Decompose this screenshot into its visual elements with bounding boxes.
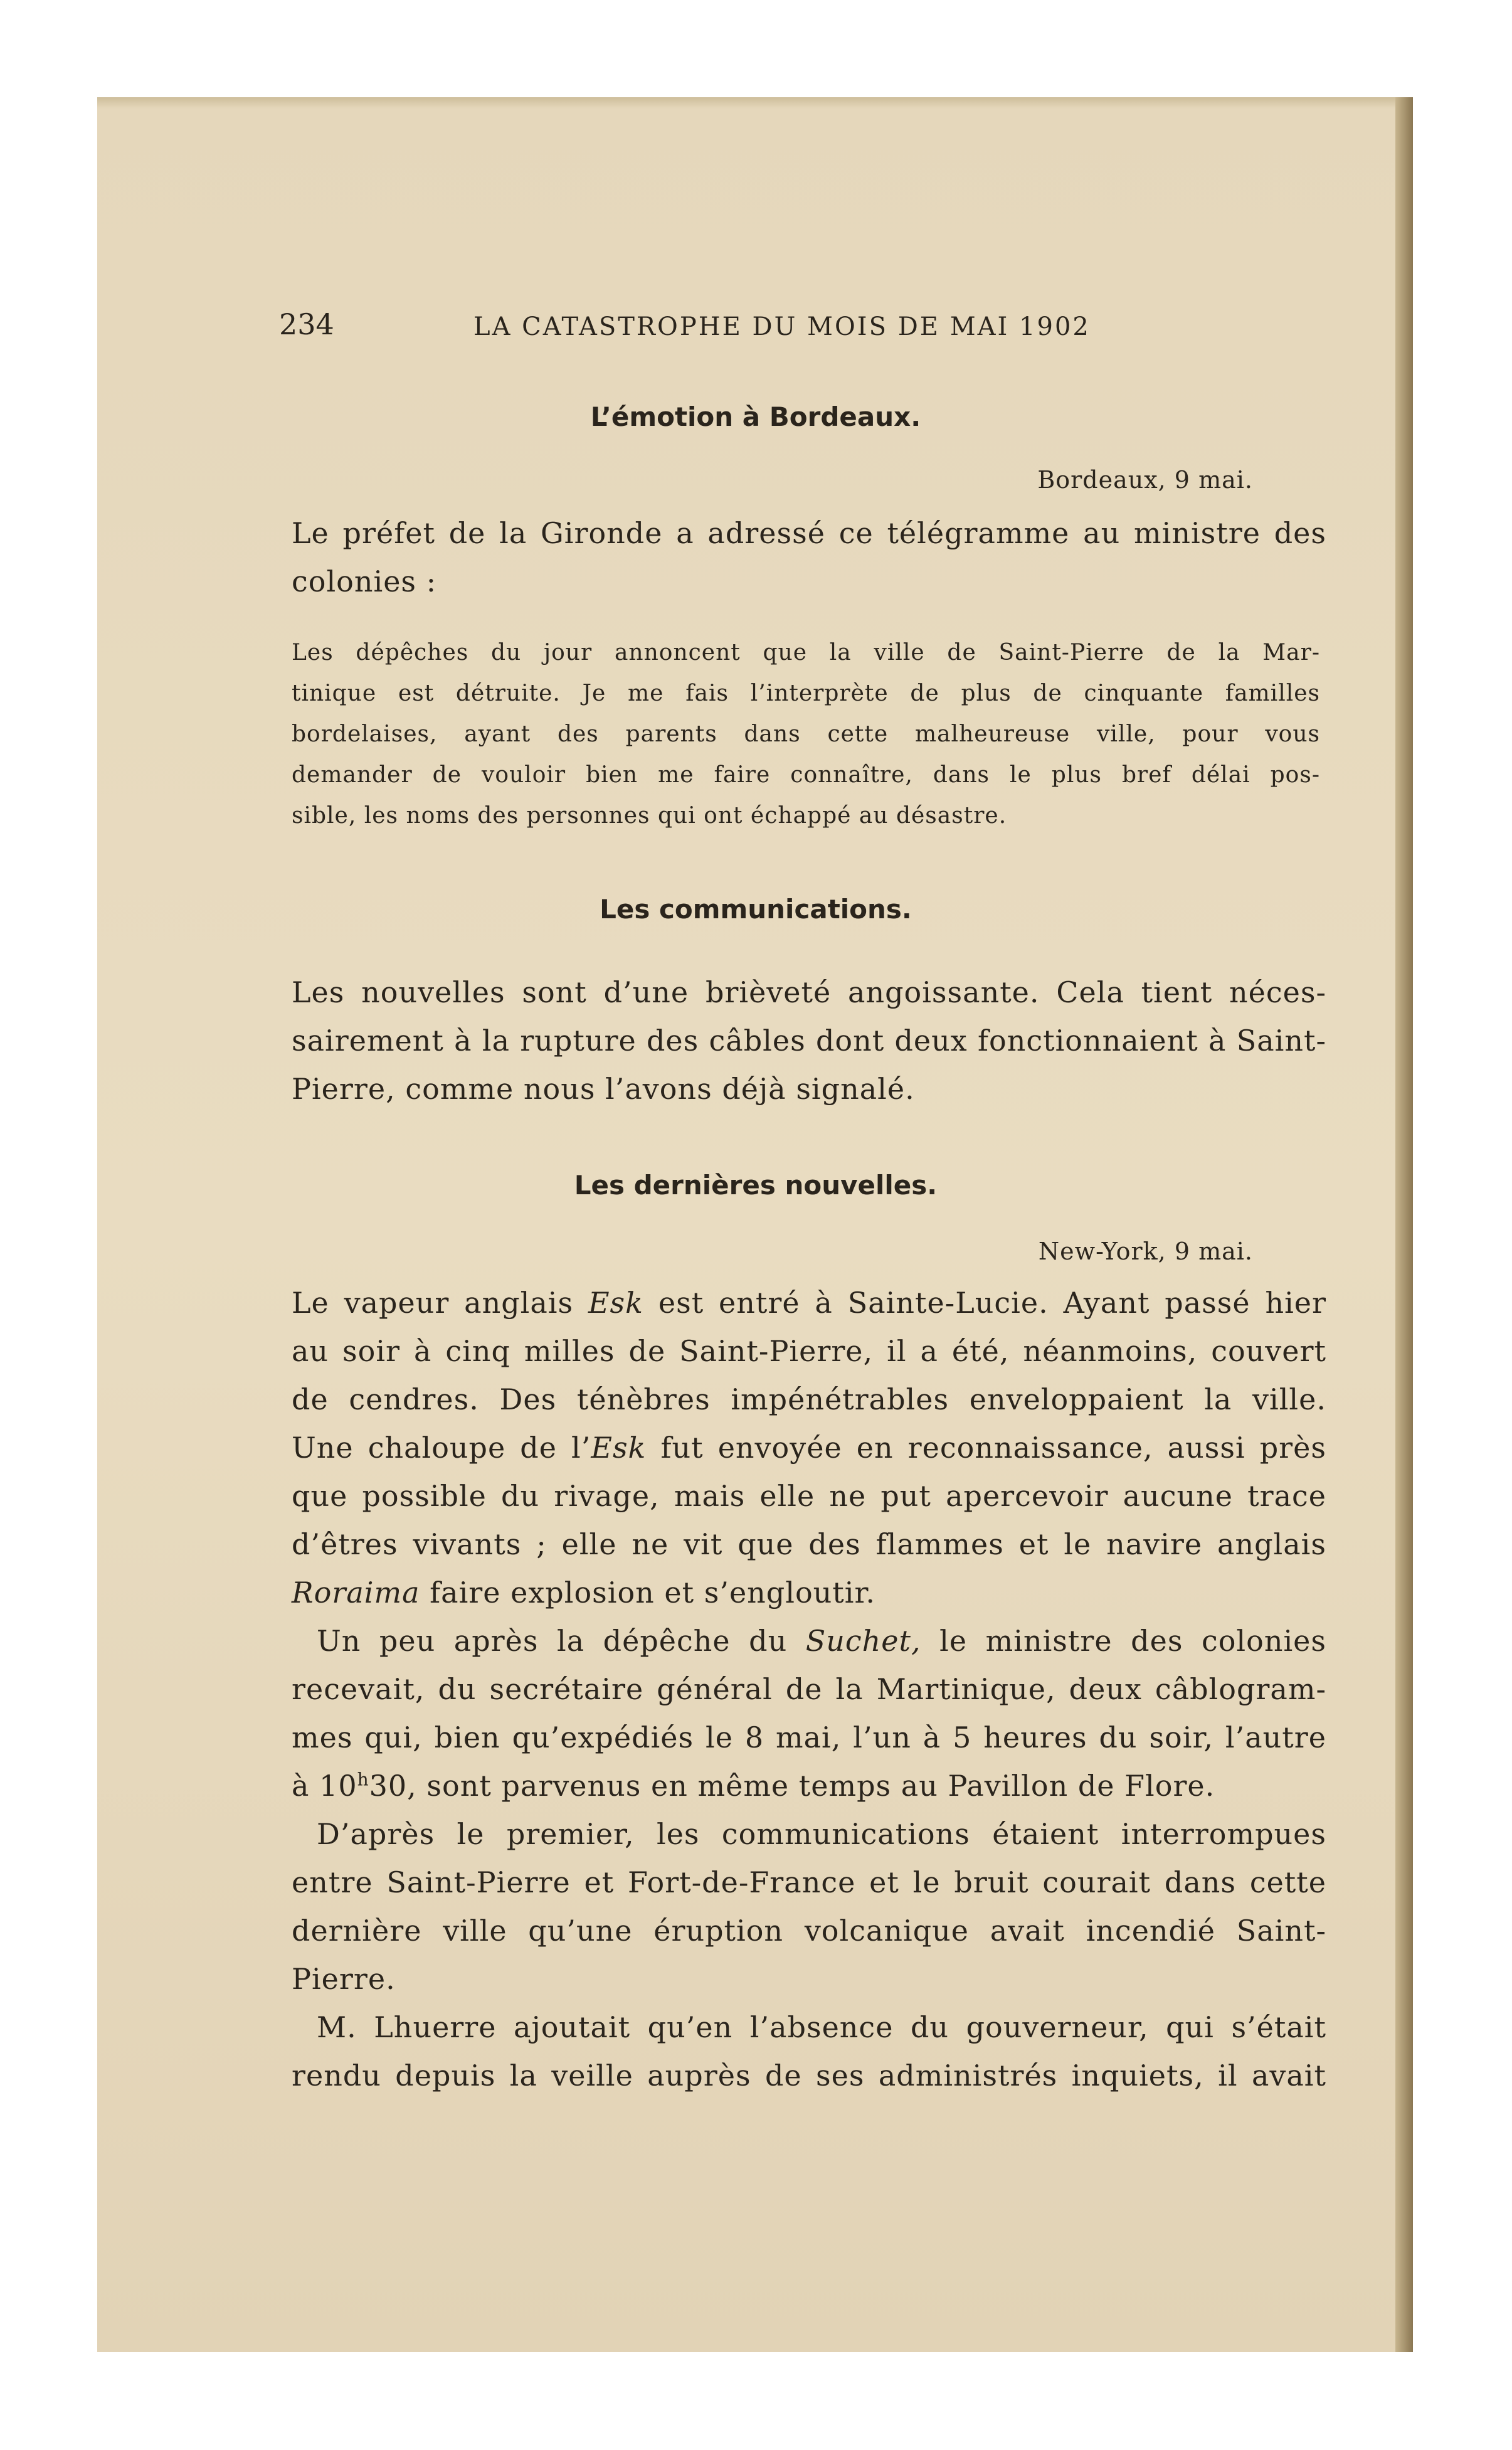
section-heading-communications: Les communications. (600, 894, 912, 925)
superscript-hour: h (357, 1769, 369, 1790)
running-header (279, 307, 1220, 345)
text-run: Une chaloupe de l’ (292, 1431, 591, 1465)
intro-line-2: colonies : (292, 565, 437, 598)
news-p3-line-1: D’après le premier, les communications étaient interrompues (317, 1817, 1326, 1851)
news-p1-line-5: que possible du rivage, mais elle ne put apercevoir aucune trace (292, 1479, 1326, 1513)
telegram-line-1: Les dépêches du jour annoncent que la ville de Saint-Pierre de la Mar- (292, 640, 1320, 666)
page-top-shadow (97, 97, 1413, 109)
telegram-line-2: tinique est détruite. Je me fais l’interprète de plus de cinquante familles (292, 681, 1320, 706)
text-run: le ministre des colonies (921, 1624, 1326, 1658)
section-heading-bordeaux: L’émotion à Bordeaux. (590, 401, 921, 432)
news-p1-line-1 (292, 1286, 1326, 1320)
news-p3-line-2: entre Saint-Pierre et Fort-de-France et le bruit courait dans cette (292, 1865, 1326, 1899)
news-p2-line-1 (317, 1624, 1326, 1658)
telegram-line-5: sible, les noms des personnes qui ont échappé au désastre. (292, 803, 1007, 829)
section-heading-latest-news: Les dernières nouvelles. (574, 1170, 938, 1201)
news-p2-line-2: recevait, du secrétaire général de la Martinique, deux câblogram- (292, 1672, 1326, 1706)
text-run: faire explosion et s’engloutir. (420, 1576, 876, 1609)
news-p2-line-4 (292, 1769, 1215, 1803)
ship-name-roraima: Roraima (292, 1576, 420, 1609)
ship-name-suchet: Suchet, (805, 1624, 921, 1658)
text-run: 30, sont parvenus en même temps au Pavillon de Flore. (369, 1769, 1215, 1803)
news-p1-line-4 (292, 1431, 1326, 1465)
news-p2-line-3: mes qui, bien qu’expédiés le 8 mai, l’un à 5 heures du soir, l’autre (292, 1721, 1326, 1754)
telegram-line-3: bordelaises, ayant des parents dans cette malheureuse ville, pour vous (292, 721, 1320, 747)
news-p1-line-6: d’êtres vivants ; elle ne vit que des flammes et le navire anglais (292, 1527, 1326, 1561)
ship-name-esk: Esk (591, 1431, 647, 1465)
news-p4-line-1: M. Lhuerre ajoutait qu’en l’absence du gouverneur, qui s’était (317, 2010, 1326, 2044)
news-p1-line-2: au soir à cinq milles de Saint-Pierre, il a été, néanmoins, couvert (292, 1334, 1326, 1368)
news-p1-line-7 (292, 1576, 875, 1609)
dateline-new-york: New-York, 9 mai. (1038, 1238, 1253, 1265)
news-p4-line-2: rendu depuis la veille auprès de ses administrés inquiets, il avait (292, 2059, 1326, 2092)
text-run: à 10 (292, 1769, 357, 1803)
text-run: est entré à Sainte-Lucie. Ayant passé hier (643, 1286, 1326, 1320)
intro-line-1: Le préfet de la Gironde a adressé ce télégramme au ministre des (292, 516, 1326, 550)
text-run: Le vapeur anglais (292, 1286, 588, 1320)
dateline-bordeaux: Bordeaux, 9 mai. (1037, 466, 1253, 494)
scanned-page (97, 97, 1413, 2352)
communications-line-3: Pierre, comme nous l’avons déjà signalé. (292, 1072, 915, 1106)
text-run: fut envoyée en reconnaissance, aussi près (646, 1431, 1326, 1465)
running-title: LA CATASTROPHE DU MOIS DE MAI 1902 (473, 312, 1091, 341)
communications-line-1: Les nouvelles sont d’une brièveté angoissante. Cela tient néces- (292, 975, 1326, 1009)
page-edge-shadow (1395, 97, 1413, 2352)
ship-name-esk: Esk (588, 1286, 644, 1320)
news-p3-line-4: Pierre. (292, 1962, 396, 1996)
news-p1-line-3: de cendres. Des ténèbres impénétrables enveloppaient la ville. (292, 1382, 1326, 1416)
news-p3-line-3: dernière ville qu’une éruption volcanique avait incendié Saint- (292, 1914, 1326, 1948)
communications-line-2: sairement à la rupture des câbles dont deux fonctionnaient à Saint- (292, 1024, 1326, 1058)
page-number: 234 (279, 307, 334, 341)
text-run: Un peu après la dépêche du (317, 1624, 806, 1658)
telegram-line-4: demander de vouloir bien me faire connaître, dans le plus bref délai pos- (292, 762, 1320, 788)
